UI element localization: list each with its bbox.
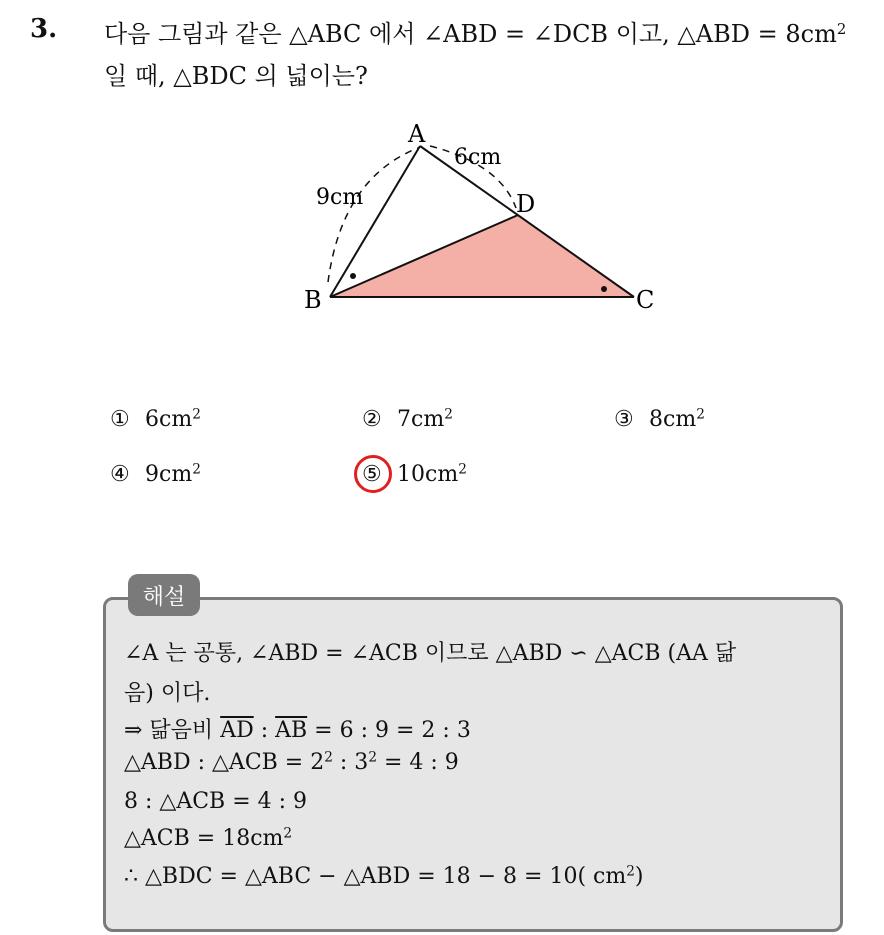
- solution-line-1: ∠A 는 공통, ∠ABD = ∠ACB 이므로 △ABD ∽ △ACB (AA 닮: [124, 641, 737, 666]
- question-line-2: 일 때, △BDC 의 넓이는?: [104, 62, 368, 90]
- question-number: 3.: [30, 14, 58, 44]
- triangle-bdc-shaded: [330, 215, 634, 297]
- vertex-label-b: B: [304, 286, 322, 314]
- arc-ab-dashed: [328, 148, 418, 282]
- solution-line-4: △ABD : △ACB = $2^2$ : $3^2 = 4$ : 9: [124, 749, 459, 775]
- choice-4[interactable]: ④ $9cm^2$: [110, 461, 201, 487]
- angle-mark-b: [350, 273, 356, 279]
- choice-5[interactable]: ⑤ $10cm^2$: [362, 461, 467, 487]
- choice-2[interactable]: ② $7cm^2$: [362, 406, 453, 432]
- solution-tab: 해설: [128, 574, 200, 616]
- vertex-label-d: D: [516, 190, 536, 218]
- length-label-ad: 6cm: [454, 145, 502, 170]
- solution-line-6: △ACB = $18cm^2$: [124, 825, 293, 851]
- triangle-figure: [290, 112, 680, 322]
- choice-1[interactable]: ① $6cm^2$: [110, 406, 201, 432]
- choice-3[interactable]: ③ $8cm^2$: [614, 406, 705, 432]
- question-line-1: 다음 그림과 같은 △ABC 에서 ∠ABD = ∠DCB 이고, △ABD = $8cm^2$: [104, 19, 847, 48]
- vertex-label-a: A: [408, 120, 426, 148]
- length-label-ab: 9cm: [316, 185, 364, 210]
- solution-line-5: 8 : △ACB = 4 : 9: [124, 789, 308, 814]
- solution-line-7: ∴ △BDC = △ABC − △ABD = 18 − 8 = 10( $cm^2$): [124, 863, 644, 889]
- solution-line-3: ⇒ 닮음비 $\overline{AD}$ : $\overline{AB} = 6$ : 9 = 2 : 3: [124, 718, 471, 743]
- selected-answer-circle: [354, 455, 392, 493]
- angle-mark-c: [601, 286, 607, 292]
- vertex-label-c: C: [636, 286, 655, 314]
- solution-line-2: 음) 이다.: [124, 681, 211, 706]
